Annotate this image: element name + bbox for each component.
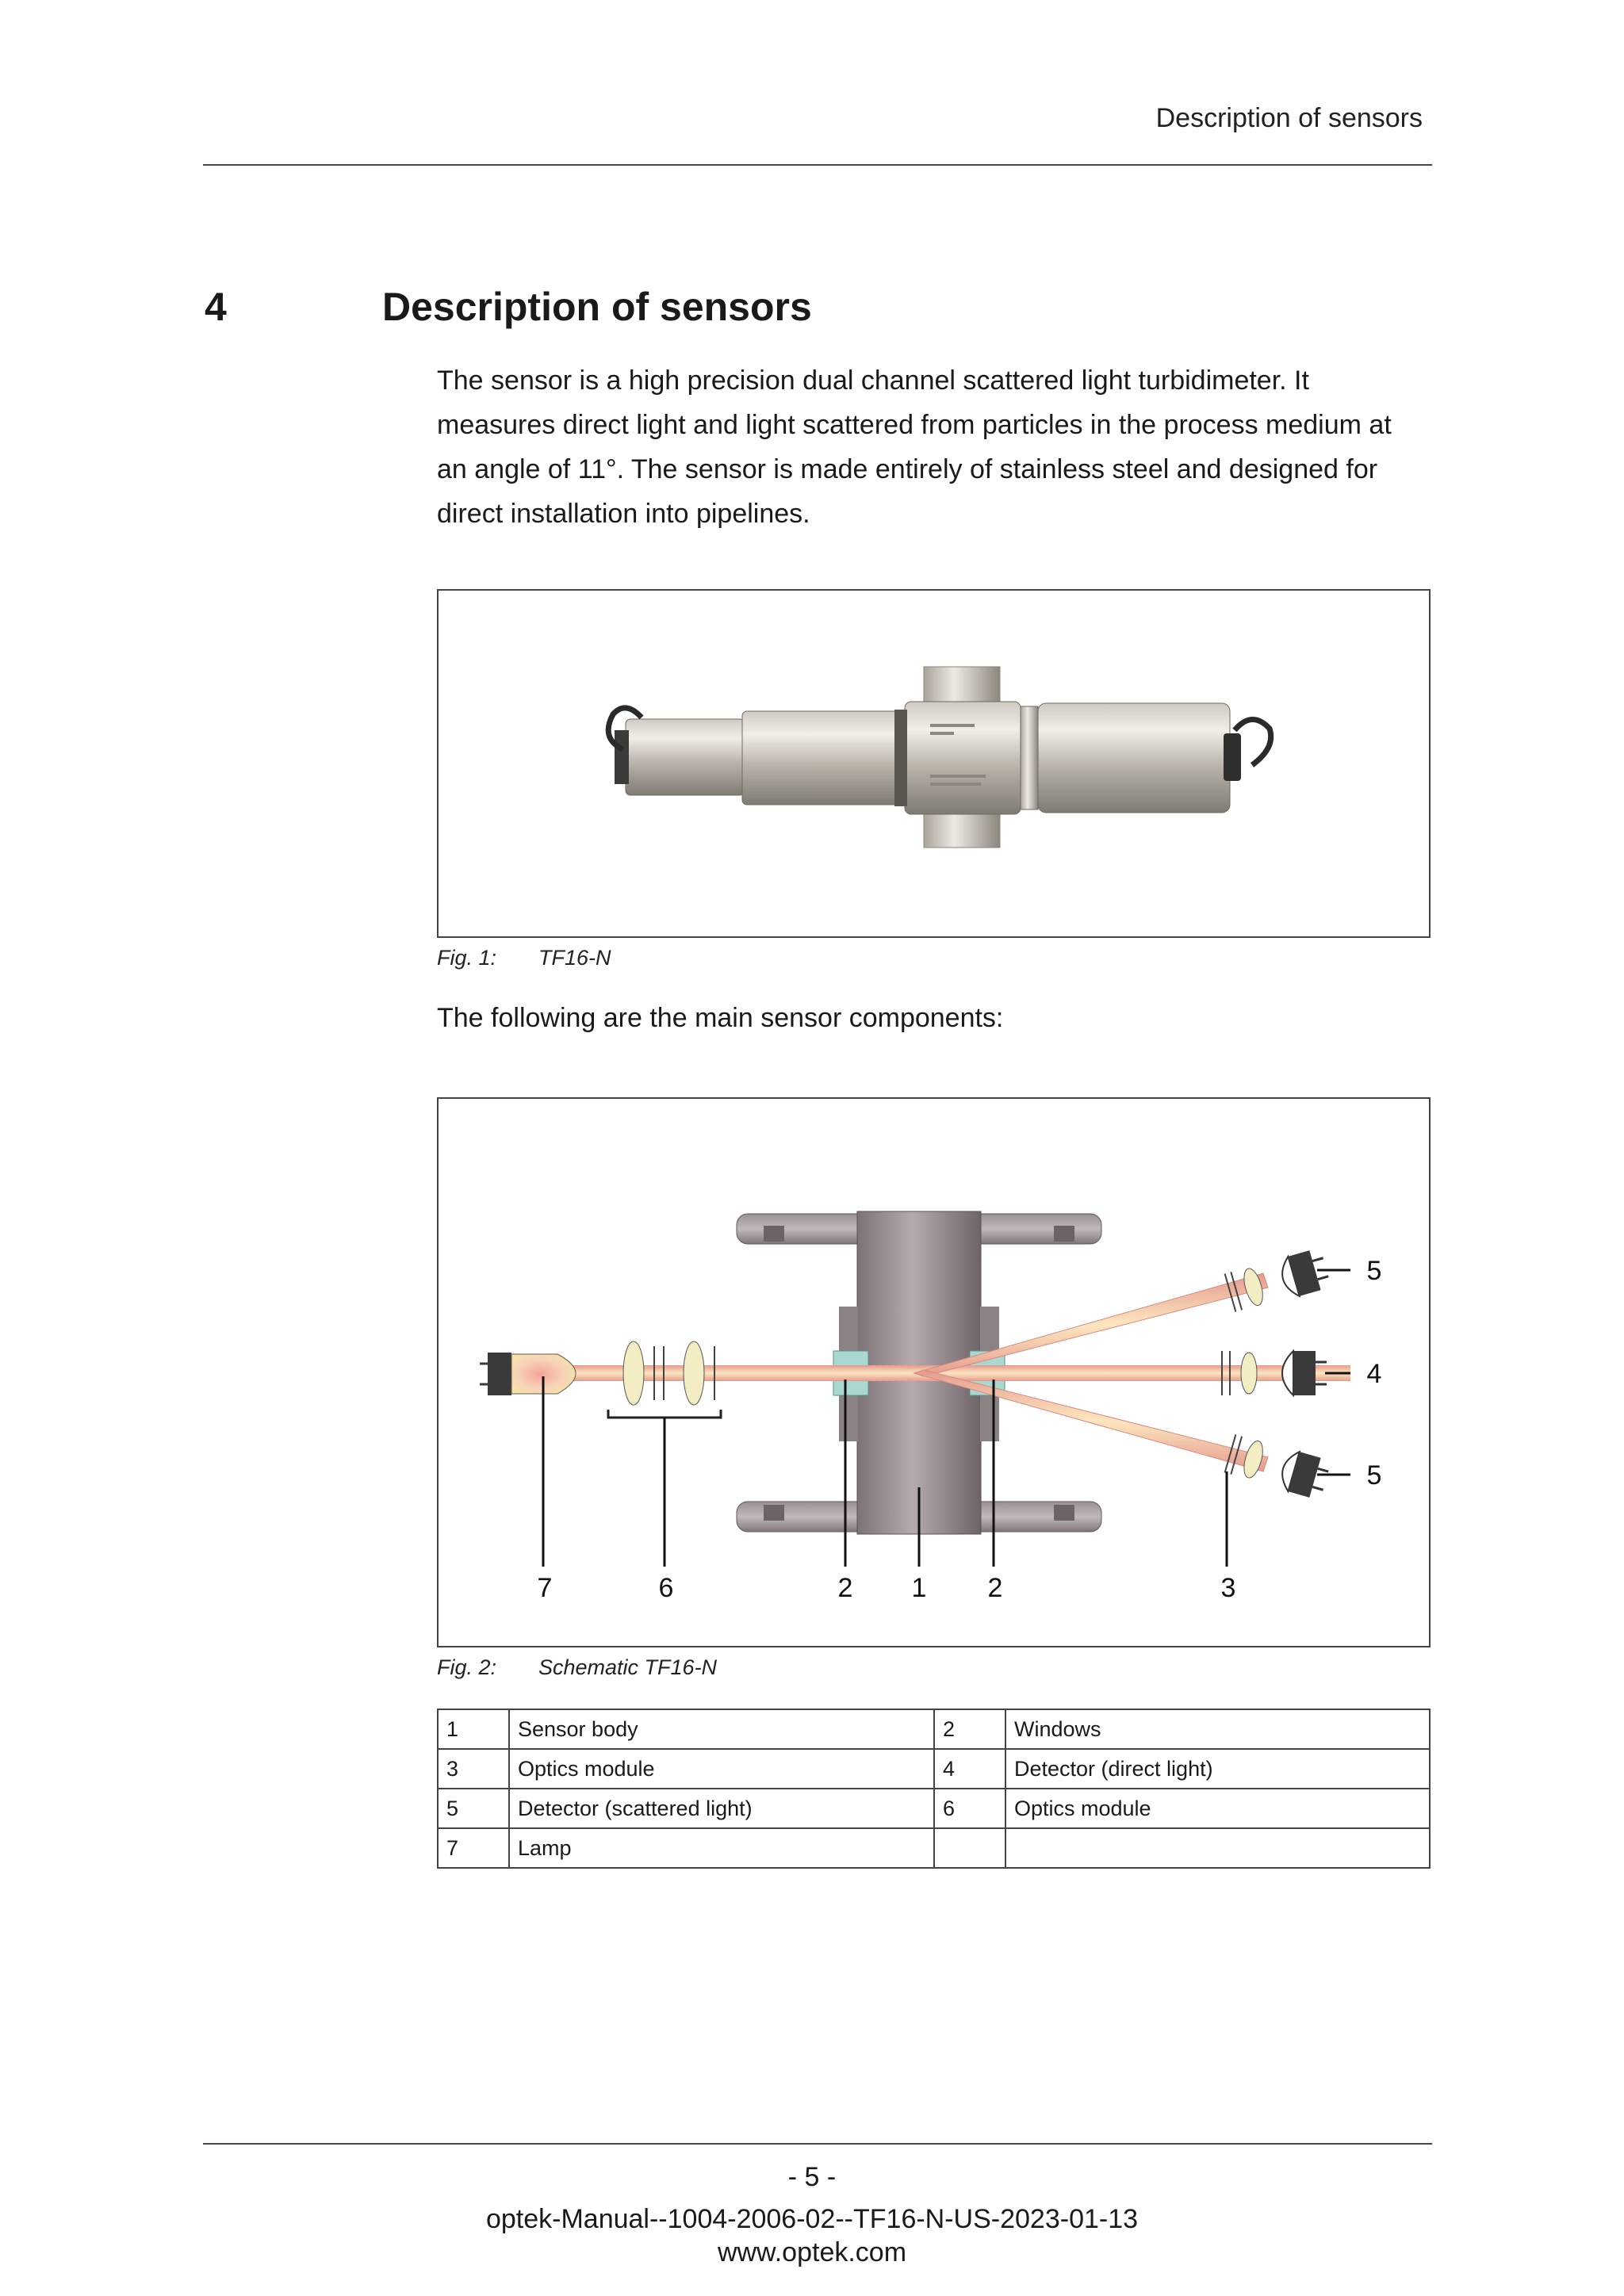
legend-number — [934, 1828, 1005, 1868]
sensor-photo-illustration — [439, 591, 1429, 936]
page-number: - 5 - — [787, 2162, 837, 2192]
running-header: Description of sensors — [1155, 103, 1423, 133]
legend-number: 5 — [438, 1789, 509, 1828]
legend-number: 7 — [438, 1828, 509, 1868]
section-title: Description of sensors — [382, 285, 812, 329]
callout-optics-left: 6 — [658, 1573, 674, 1603]
callout-optics-right: 3 — [1220, 1573, 1236, 1603]
legend-description — [1005, 1828, 1430, 1868]
intro-paragraph: The sensor is a high precision dual channel scattered light turbidimeter. It measures direct light and light scattered from particles in the process medium at an angle of 11°. The sensor is made entirely of stainless steel and designed for direct installation into pipelines. — [437, 365, 1392, 529]
legend-description: Sensor body — [509, 1709, 934, 1749]
sensor-schematic — [439, 1099, 1429, 1646]
figure-1-caption — [437, 946, 611, 970]
table-row — [438, 1828, 1430, 1868]
figure-1-number: Fig. 1: — [437, 946, 497, 970]
figure-2-number: Fig. 2: — [437, 1655, 497, 1679]
header-rule — [203, 164, 1432, 166]
footer-rule — [203, 2143, 1432, 2145]
legend-number: 6 — [934, 1789, 1005, 1828]
legend-number: 1 — [438, 1709, 509, 1749]
legend-number: 3 — [438, 1749, 509, 1789]
legend-description: Detector (direct light) — [1005, 1749, 1430, 1789]
detector-scatter-top — [1277, 1247, 1331, 1299]
callout-lamp: 7 — [537, 1573, 553, 1603]
figure-2-frame — [437, 1097, 1431, 1647]
component-legend-table — [437, 1709, 1431, 1869]
table-row — [438, 1749, 1430, 1789]
legend-number: 2 — [934, 1709, 1005, 1749]
callout-mid-detector: 4 — [1366, 1359, 1382, 1389]
callout-top-detector: 5 — [1366, 1256, 1382, 1286]
figure-1-title: TF16-N — [538, 946, 611, 970]
legend-description: Optics module — [1005, 1789, 1430, 1828]
legend-description: Windows — [1005, 1709, 1430, 1749]
figure-2-title: Schematic TF16-N — [538, 1655, 718, 1679]
footer-website-link[interactable]: www.optek.com — [717, 2237, 907, 2267]
table-row — [438, 1709, 1430, 1749]
callout-window-left: 2 — [837, 1573, 853, 1603]
figure-1-frame — [437, 589, 1431, 938]
section-number: 4 — [205, 285, 227, 329]
figure-2-caption — [437, 1655, 717, 1680]
legend-description: Lamp — [509, 1828, 934, 1868]
callout-window-right: 2 — [987, 1573, 1003, 1603]
legend-description: Detector (scattered light) — [509, 1789, 934, 1828]
table-row — [438, 1789, 1430, 1828]
components-intro: The following are the main sensor components: — [437, 1003, 1004, 1033]
legend-number: 4 — [934, 1749, 1005, 1789]
callout-bottom-detector: 5 — [1366, 1460, 1382, 1490]
callout-body: 1 — [911, 1573, 927, 1603]
legend-description: Optics module — [509, 1749, 934, 1789]
document-id: optek-Manual--1004-2006-02--TF16-N-US-2023-01-13 — [485, 2204, 1139, 2234]
